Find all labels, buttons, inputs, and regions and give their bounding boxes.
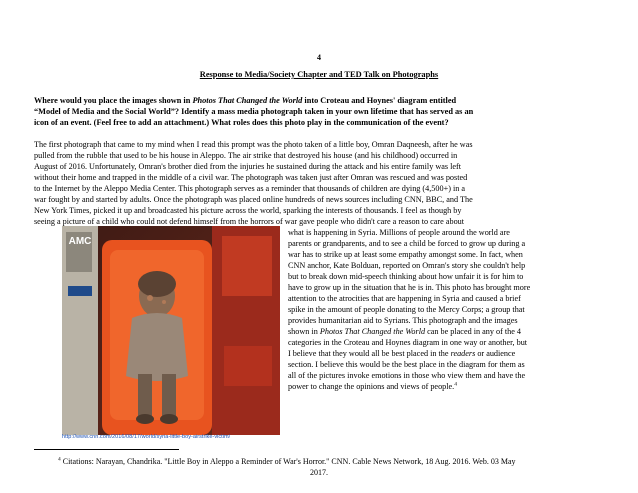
wrap-line: attention to the atrocities that are happening in Syria and caused a brief — [288, 294, 521, 303]
question-line-1: Where would you place the images shown in Photos That Changed the World into Croteau and Hoynes' diagram entitled — [34, 96, 457, 105]
wrap-line: shown in Photos That Changed the World can be placed in any of the 4 — [288, 327, 522, 336]
wrap-line: section. I believe this would be the best place in the diagram for them as — [288, 360, 525, 369]
wrap-line: all of the pictures invoke emotions in those who view them and have the — [288, 371, 526, 380]
photo-illustration — [62, 226, 280, 435]
wrap-line: war has to strike up at least some empathy amongst some. In fact, when — [288, 250, 523, 259]
page-heading: Response to Media/Society Chapter and TED Talk on Photographs — [199, 70, 439, 79]
footnote-reference[interactable]: 4 — [454, 381, 457, 388]
photo-sign-text: AMC — [68, 236, 92, 247]
wrap-line: parents or grandparents, and to see a child be forced to grow up during a — [288, 239, 526, 248]
paragraph-line: New York Times, picked it up and broadcasted his picture across the world, sparking the interests of thousands. I feel as though by — [34, 206, 462, 215]
paragraph-line: to the Internet by the Aleppo Media Center. This photograph serves as a reminder that thousands of children are dying (4,500+) in a — [34, 184, 466, 193]
wrap-line: but to break down mid-speech thinking about how unfair it is for him to — [288, 272, 524, 281]
question-line-3: icon of an event. (Feel free to add an attachment.) What roles does this photo play in the communication of the event? — [34, 118, 449, 127]
wrap-line: power to change the opinions and views of people.$^4$ — [288, 381, 457, 391]
paragraph-line: seeing a picture of a child who could not defend himself from the horrors of war gave people who didn't care a reason to care about — [34, 217, 465, 226]
wrap-line: I believe that they would all be best placed in the readers or audience — [288, 349, 516, 358]
paragraph-line: without their home and trapped in the middle of a civil war. The photograph was taken just after Omran was rescued and was posted — [34, 173, 468, 182]
footnote-divider — [34, 449, 179, 450]
footnote-line-1: $^4$ Citations: Narayan, Chandrika. "Little Boy in Aleppo a Reminder of War's Horror." CNN. Cable News Network, 18 Aug. 2016. Web. 03 May — [58, 456, 516, 466]
paragraph-line: pulled from the rubble that used to be his house in Aleppo. The air strike that destroyed his house (and his childhood) occurred in — [34, 151, 458, 160]
paragraph-line: The first photograph that came to my mind when I read this prompt was the photo taken of a little boy, Omran Daqneesh, after he was — [34, 140, 473, 149]
paragraph-line: war fought by and started by adults. Once the photograph was placed online hundreds of news sources including CNN, BBC, and The — [34, 195, 473, 204]
photo-caption-link[interactable]: http://www.cnn.com/2016/08/17/world/syria-little-boy-airstrike-victim/ — [62, 434, 231, 440]
wrap-line: CNN anchor, Kate Bolduan, reported on Omran's story she couldn't help — [288, 261, 526, 270]
wrap-line: provides humanitarian aid to Syrians. This photograph and the images — [288, 316, 518, 325]
question-line-2: “Model of Media and the Social World”? Identify a mass media photograph taken in your own lifetime that has served as an — [34, 107, 474, 116]
wrap-line: what is happening in Syria. Millions of people around the world are — [288, 228, 510, 237]
wrap-line: spike in the amount of people donating to the Mercy Corps; a group that — [288, 305, 525, 314]
page-number: 4 — [317, 53, 321, 62]
footnote-line-2: 2017. — [310, 468, 328, 477]
paragraph-line: August of 2016. Unfortunately, Omran's brother died from the injuries he sustained during the attack and his entire family was left — [34, 162, 462, 171]
wrap-line: categories in the Croteau and Hoynes diagram in one way or another, but — [288, 338, 528, 347]
omran-photograph — [62, 226, 280, 435]
wrap-line: have to grow up in the situation that he is in. This photo has brought more — [288, 283, 531, 292]
